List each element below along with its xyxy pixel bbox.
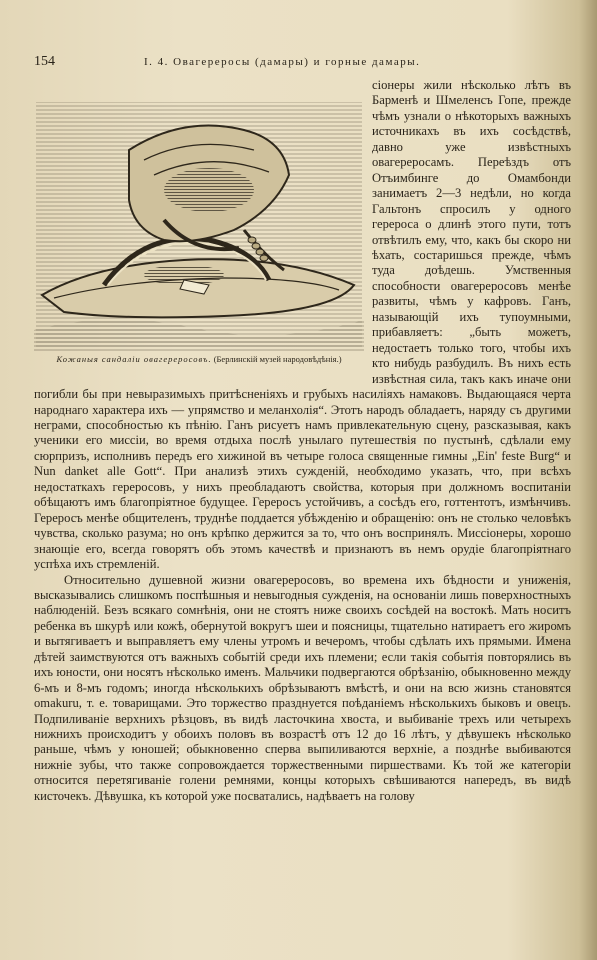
page-number: 154 [34, 54, 55, 69]
body-text [34, 78, 571, 940]
paragraph-1: сіонеры жили нѣсколько лѣтъ въ Барменѣ и Шмеленсъ Гопе, прежде чѣмъ узнали о нѣкоторыхъ важныхъ источникахъ въ ихъ сосѣдствѣ, давно уже извѣстныхъ овагереросамъ. Переѣздъ отъ Отъимбинге до Омамбонди занимаетъ 2—3 недѣли, но когда Гальтонъ спросилъ у одного герероса о длинѣ этого пути, тотъ отвѣтилъ ему, что, какъ бы скоро ни ѣхать, состаришься прежде, чѣмъ туда доѣдешь. Умственныя способности овагереросовъ менѣе развиты, чѣмъ у кафровъ. Ганъ, называющій ихъ тупоумными, прибавляетъ: „быть можетъ, недостаетъ только того, чтобы ихъ кто нибудь разбудилъ. Въ нихъ есть извѣстная сила, такъ какъ иначе они погибли бы при невыразимыхъ притѣсненіяхъ и грубыхъ насиліяхъ намаковъ. Выдающаяся черта народнаго характера ихъ — упрямство и меланхолія“. Этотъ народъ обладаетъ, наряду съ другими неграми, способностью къ пѣнію. Ганъ рисуетъ намъ привлекательную сцену, разсказывая, какъ ученики его миссіи, во время отдыха послѣ унылаго путешествія по пустынѣ, сдѣлали ему сюрпризъ, исполнивъ передъ его хижиной въ четыре голоса священные гимны „Ein' feste Burg“ и Nun danket alle Gott“. При анализѣ этихъ сужденій, необходимо указать, что, при всѣхъ недостаткахъ гереросовъ, у нихъ преобладаютъ свойства, которыя при должномъ воспитаніи обѣщаютъ имъ благопріятное будущее. Гереросъ устойчивъ, а сосѣдъ его, готтентотъ, измѣнчивъ. Гереросъ менѣе общителенъ, труднѣе поддается убѣжденію и обращенію: онъ не столько человѣкъ чувства, сколько разума; но онъ крѣпко держится за то, что онъ воспринялъ. Миссіонеры, хорошо знающіе его, всегда говорятъ объ этомъ качествѣ и признаютъ въ немъ орудіе благопріятнаго успѣха ихъ стремленій. [34, 78, 571, 572]
sandals-figure [34, 80, 364, 385]
figure-caption [34, 354, 364, 364]
page-header [34, 52, 575, 72]
caption-source: (Берлинскій музей народовѣдѣнія.) [213, 354, 342, 364]
sandals-engraving [34, 80, 364, 352]
caption-title: Кожаныя сандаліи овагереросовъ. [56, 354, 212, 364]
running-title: I. 4. Овагереросы (дамары) и горные дамары. [144, 56, 421, 68]
paragraph-2: Относительно душевной жизни овагереросовъ, во времена ихъ бѣдности и униженія, высказывались слишкомъ поспѣшныя и невыгодныя сужденія, на основаніи лишь поверхностныхъ наблюденій. Безъ всякаго сомнѣнія, они не стоятъ ниже своихъ сосѣдей на востокѣ. Мать носитъ ребенка въ шкурѣ или кожѣ, обернутой вокругъ шеи и поясницы, тщательно натираетъ его жиромъ и вытягиваетъ и выправляетъ ему члены утромъ и вечеромъ, чтобы сдѣлать ихъ прямыми. Имена дѣтей заимствуются отъ важныхъ событій среди ихъ племени; если такія событія повторялись въ ихъ юности, они носятъ нѣсколько именъ. Мальчики подвергаются обрѣзанію, обыкновенно между 6-мъ и 8-мъ годомъ; иногда нѣсколькихъ обрѣзываютъ вмѣстѣ, и они на всю жизнь становятся omakuru, т. е. товарищами. Это торжество празднуется поѣданіемъ нѣсколькихъ быковъ и овецъ. Подпиливаніе верхнихъ рѣзцовъ, въ видѣ ласточкина хвоста, и выбиваніе трехъ или четырехъ нижнихъ происходитъ у обоихъ половъ въ возрастѣ отъ 12 до 16 лѣтъ, у дѣвушекъ нѣсколько раньше, чѣмъ у юношей; обыкновенно сперва выпиливаются верхніе, а позднѣе выбиваются нижніе зубы, что также сопровождается торжественными пиршествами. Къ той же категоріи относится перетягиваніе голени ремнями, концы которыхъ свѣшиваются напередъ, въ видѣ кисточекъ. Дѣвушка, къ которой уже посватались, надѣваетъ на голову [34, 572, 571, 803]
